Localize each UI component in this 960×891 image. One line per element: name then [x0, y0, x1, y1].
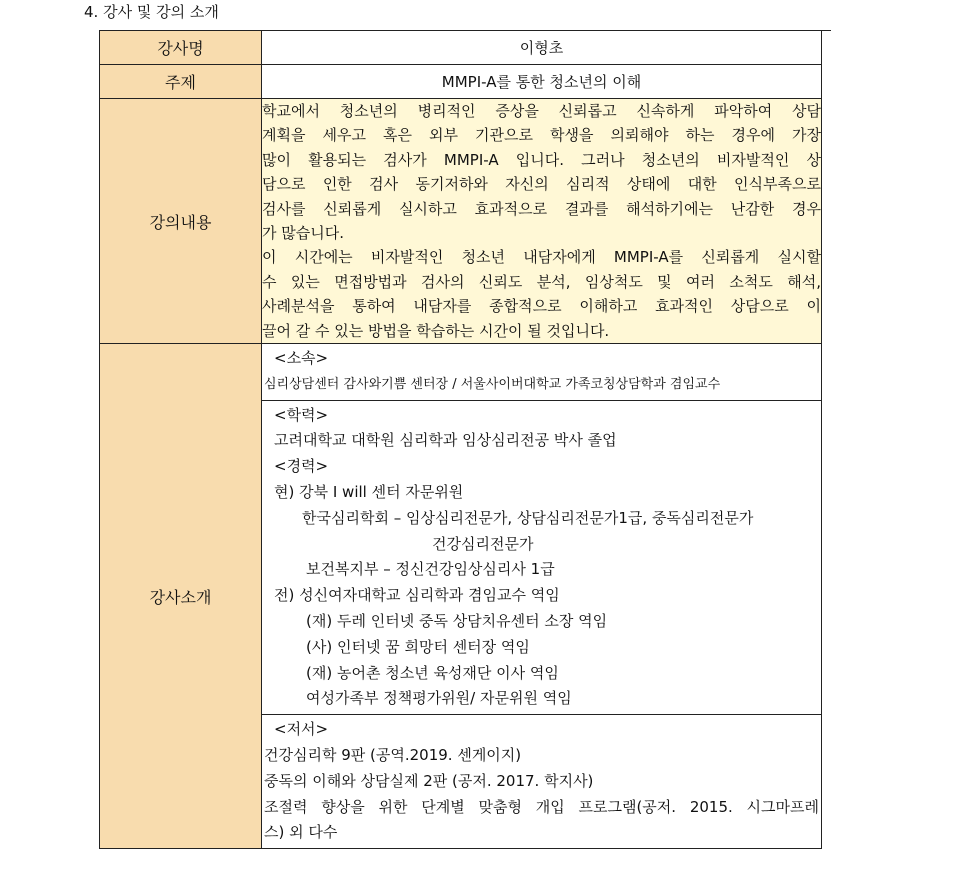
lecture-info-table: [99, 30, 822, 849]
content-text: [262, 99, 822, 344]
topic-row: [100, 65, 822, 99]
books-block: [262, 715, 821, 848]
career-current-item: 한국심리학회 – 임상심리전문가, 상담심리전문가1급, 중독심리전문가: [302, 508, 754, 527]
career-current-item: 건강심리전문가: [432, 534, 534, 553]
affiliation-header: <소속>: [274, 349, 329, 368]
content-line: 학교에서 청소년의 병리적인 증상을 신뢰롭고 신속하게 파악하여 상담: [262, 102, 821, 120]
content-line: 검사를 신뢰롭게 실시하고 효과적으로 결과를 해석하기에는 난감한 경우: [262, 199, 821, 218]
content-line: 가 많습니다.: [262, 224, 344, 243]
career-past-item: 여성가족부 정책평가위원/ 자문위원 역임: [306, 689, 572, 708]
affiliation-block: [262, 344, 821, 401]
education-career-block: [262, 401, 821, 716]
book-item: 스) 외 다수: [264, 823, 338, 842]
section-heading: 4. 강사 및 강의 소개: [84, 3, 219, 21]
education-header: <학력>: [274, 405, 329, 424]
book-item: 건강심리학 9판 (공역.2019. 센게이지): [264, 746, 522, 765]
content-line: 수 있는 면접방법과 검사의 신뢰도 분석, 임상척도 및 여러 소척도 해석,: [262, 272, 821, 291]
career-past-item: (재) 농어촌 청소년 육성재단 이사 역임: [306, 663, 559, 682]
bio-label: 강사소개: [100, 344, 262, 849]
book-item: 조절력 향상을 위한 단계별 맞춤형 개입 프로그램(공저. 2015. 시그마프레: [264, 797, 819, 816]
content-row: [100, 99, 822, 344]
career-past-item: (사) 인터넷 꿈 희망터 센터장 역임: [306, 637, 530, 656]
bio-row: [100, 344, 822, 849]
bio-content: [262, 344, 822, 849]
content-line: 많이 활용되는 검사가 MMPI-A 입니다. 그러나 청소년의 비자발적인 상: [262, 150, 821, 169]
career-current-item: 보건복지부 – 정신건강임상심리사 1급: [306, 560, 555, 579]
content-line: 이 시간에는 비자발적인 청소년 내담자에게 MMPI-A를 신뢰롭게 실시할: [262, 248, 821, 267]
table-top-edge-extension: [821, 30, 831, 31]
content-line: 끌어 갈 수 있는 방법을 학습하는 시간이 될 것입니다.: [262, 321, 610, 340]
content-line: 담으로 인한 검사 동기저하와 자신의 심리적 상태에 대한 인식부족으로: [262, 175, 821, 194]
content-label: 강의내용: [100, 99, 262, 344]
book-item: 중독의 이해와 상담실제 2판 (공저. 2017. 학지사): [264, 771, 594, 790]
career-past: 전) 성신여자대학교 심리학과 겸임교수 역임: [274, 586, 560, 605]
affiliation-text: 심리상담센터 감사와기쁨 센터장 / 서울사이버대학교 가족코칭상담학과 겸임교수: [264, 376, 721, 392]
career-current: 현) 강북 I will 센터 자문위원: [274, 483, 464, 502]
instructor-label: 강사명: [100, 31, 262, 65]
content-line: 계획을 세우고 혹은 외부 기관으로 학생을 의뢰해야 하는 경우에 가장: [262, 126, 821, 145]
career-header: <경력>: [274, 457, 329, 476]
content-line: 사례분석을 통하여 내담자를 종합적으로 이해하고 효과적인 상담으로 이: [262, 297, 821, 316]
instructor-row: [100, 31, 822, 65]
topic-label: 주제: [100, 65, 262, 99]
instructor-value: 이형초: [262, 31, 822, 65]
topic-value: MMPI-A를 통한 청소년의 이해: [262, 65, 822, 99]
career-past-item: (재) 두레 인터넷 중독 상담치유센터 소장 역임: [306, 612, 608, 631]
education-text: 고려대학교 대학원 심리학과 임상심리전공 박사 졸업: [274, 431, 617, 450]
books-header: <저서>: [274, 720, 329, 739]
